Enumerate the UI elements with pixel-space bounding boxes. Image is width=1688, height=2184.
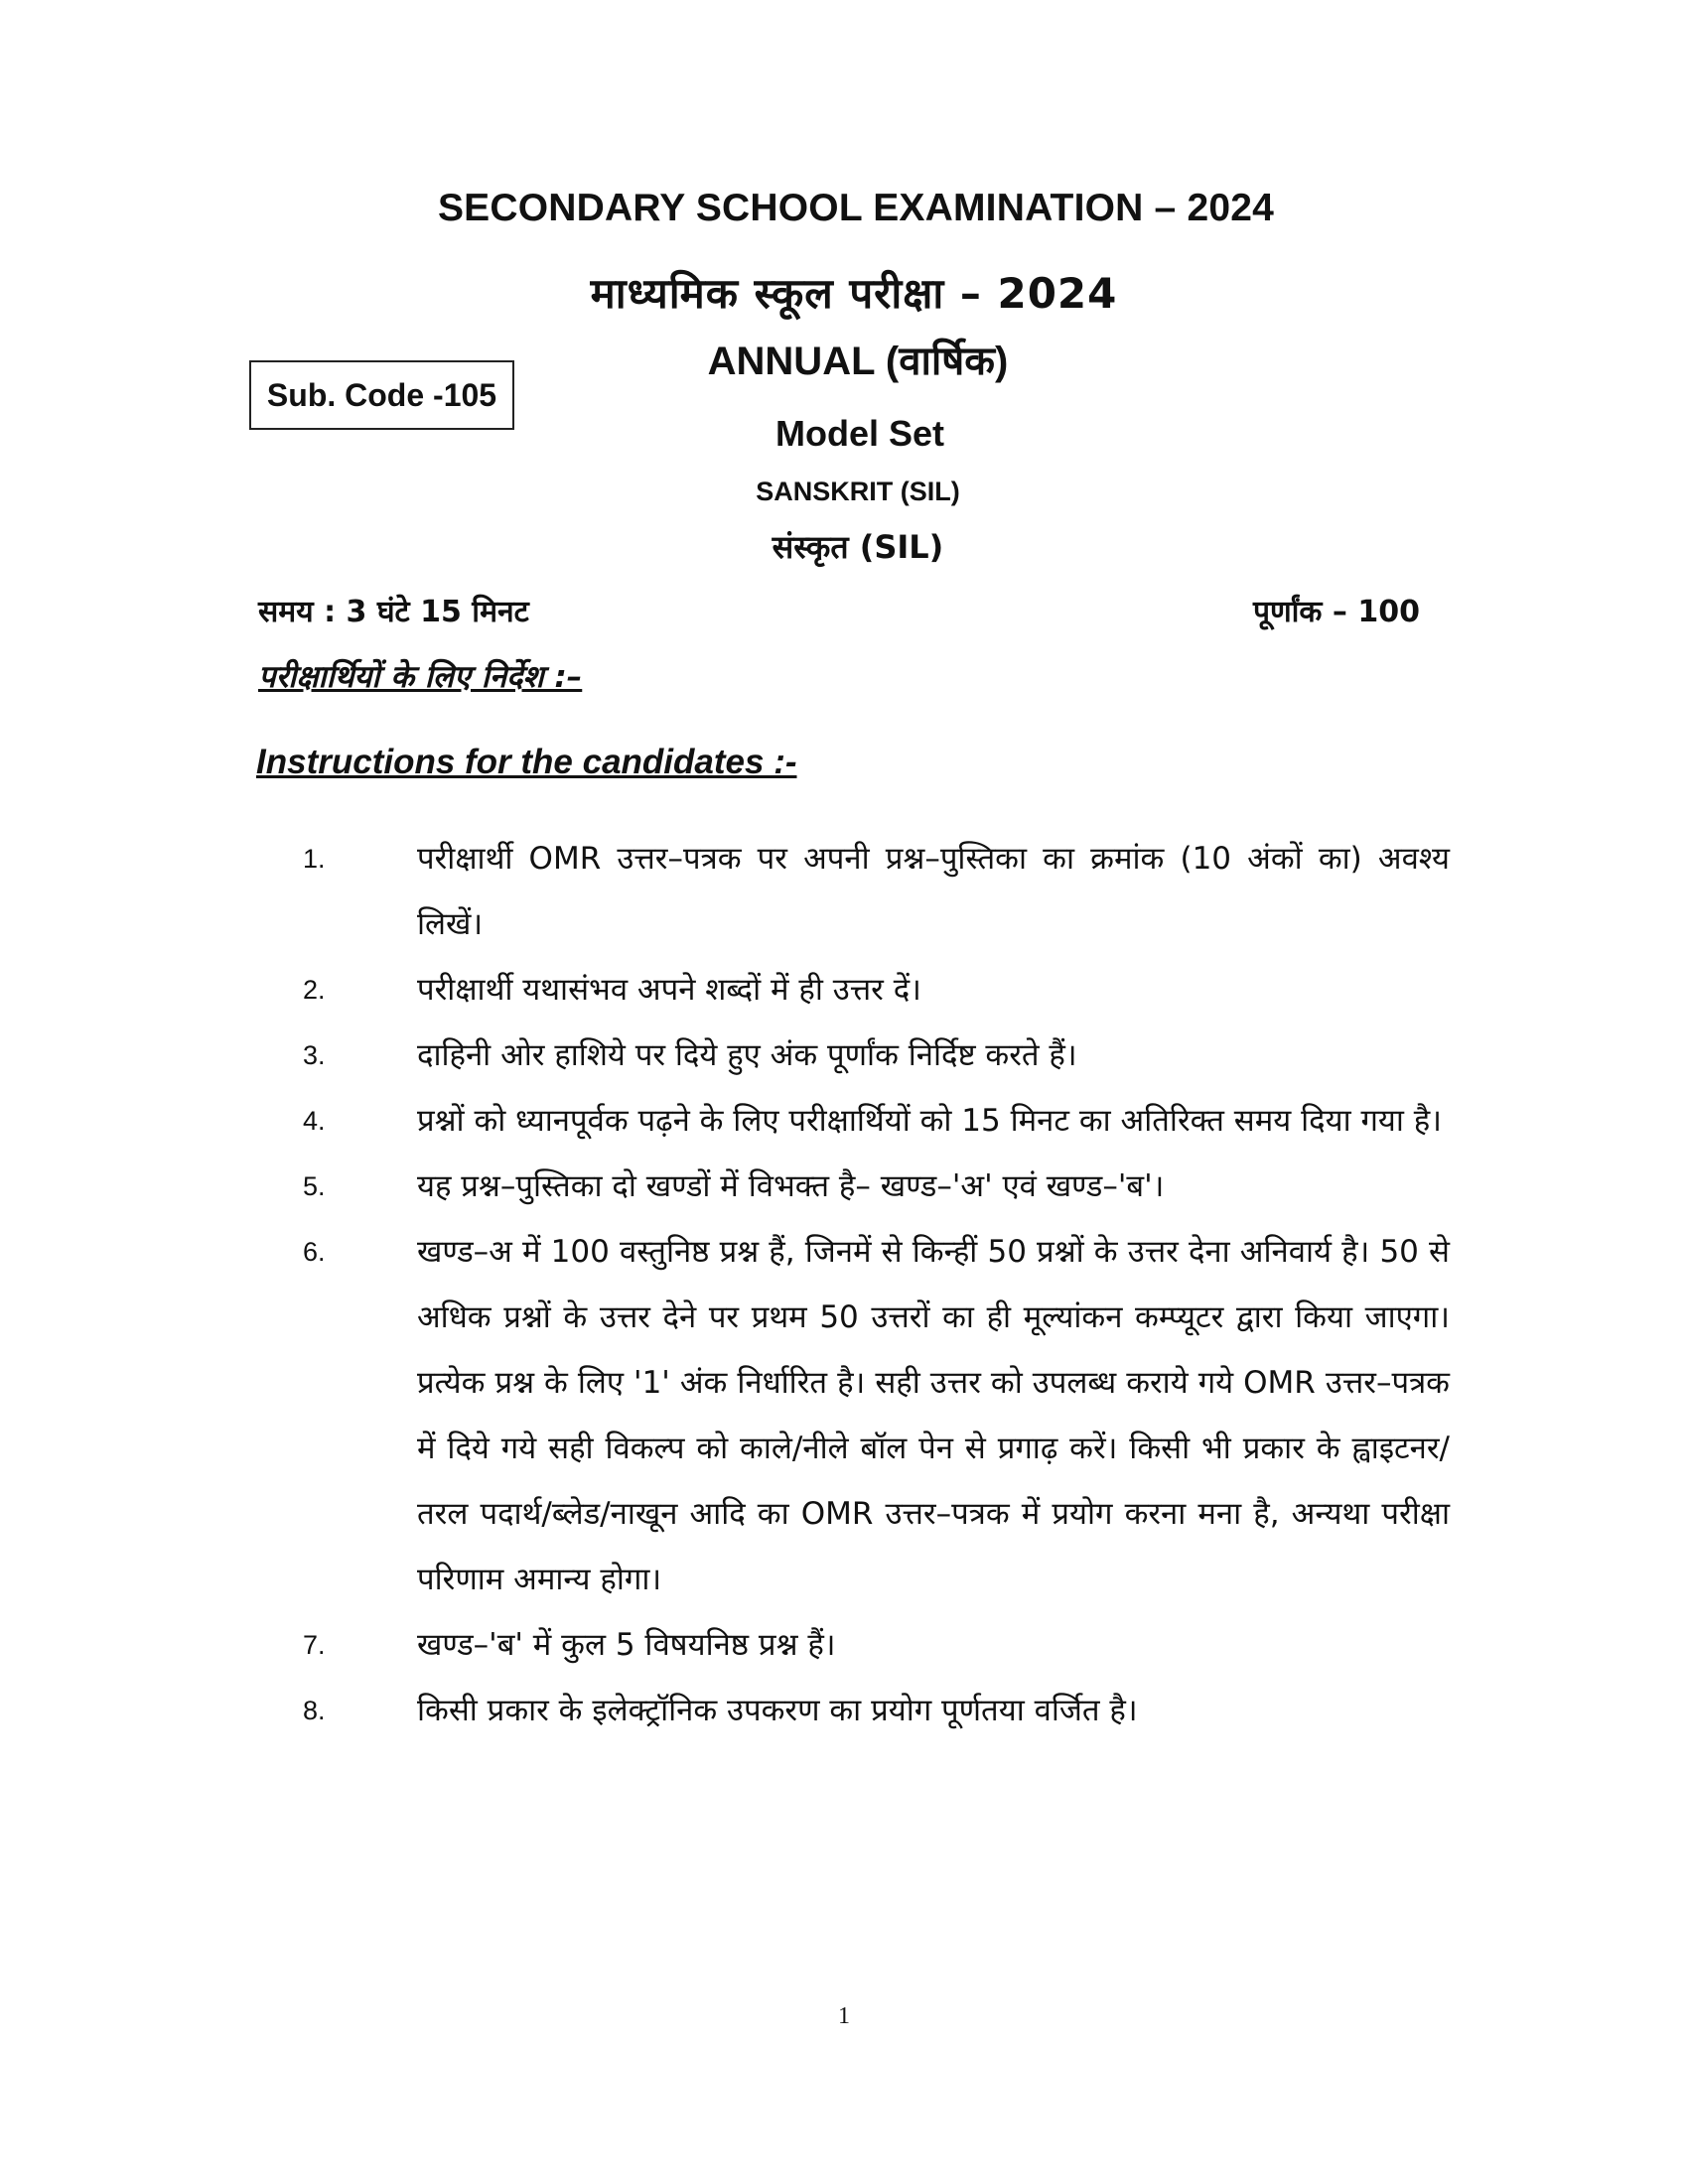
instruction-text: प्रश्नों को ध्यानपूर्वक पढ़ने के लिए परीक्षार्थियों को 15 मिनट का अतिरिक्त समय दिया गया है। (417, 1103, 1442, 1139)
exam-title-english: SECONDARY SCHOOL EXAMINATION – 2024 (437, 187, 1275, 229)
subject-hindi: संस्कृत (SIL) (772, 528, 944, 566)
instruction-item (0, 826, 1688, 957)
instruction-number: 4. (303, 1106, 326, 1136)
instructions-heading-english: Instructions for the candidates :- (256, 743, 797, 781)
instruction-text: परीक्षार्थी यथासंभव अपने शब्दों में ही उत्तर दें। (417, 972, 921, 1008)
instruction-number: 3. (303, 1040, 326, 1070)
instruction-text: किसी प्रकार के इलेक्ट्रॉनिक उपकरण का प्रयोग पूर्णतया वर्जित है। (417, 1693, 1138, 1728)
exam-type-label: ANNUAL (वार्षिक) (707, 340, 1009, 383)
exam-title-hindi: माध्यमिक स्कूल परीक्षा – 2024 (590, 269, 1118, 318)
instruction-text: खण्ड–अ में 100 वस्तुनिष्ठ प्रश्न हैं, जिनमें से किन्हीं 50 प्रश्नों के उत्तर देना अनिवार्य है। 50 से अधिक प्रश्नों के उत्तर देने पर प्रथम 50 उत्तरों का ही मूल्यांकन कम्प्यूटर द्वारा किया जाएगा। प्रत्येक प्रश्न के लिए '1' अंक निर्धारित है। सही उत्तर को उपलब्ध कराये गये OMR उत्तर–पत्रक में दिये गये सही विकल्प को काले/नीले बॉल पेन से प्रगाढ़ करें। किसी भी प्रकार के ह्वाइटनर/तरल पदार्थ/ब्लेड/नाखून आदि का OMR उत्तर–पत्रक में प्रयोग करना मना है, अन्यथा परीक्षा परिणाम अमान्य होगा। (417, 1234, 1450, 1597)
instruction-number: 6. (303, 1237, 326, 1267)
full-marks: पूर्णांक – 100 (1252, 595, 1420, 629)
model-set-label: Model Set (774, 413, 944, 454)
instruction-item (0, 1219, 1688, 1612)
instruction-text: यह प्रश्न–पुस्तिका दो खण्डों में विभक्त है– खण्ड–'अ' एवं खण्ड–'ब'। (417, 1168, 1165, 1204)
instruction-number: 8. (303, 1696, 326, 1725)
instruction-text: खण्ड–'ब' में कुल 5 विषयनिष्ठ प्रश्न हैं। (417, 1627, 836, 1663)
instruction-number: 1. (303, 844, 326, 874)
instruction-number: 2. (303, 975, 326, 1005)
page-number: 1 (838, 2003, 850, 2029)
instruction-text: परीक्षार्थी OMR उत्तर–पत्रक पर अपनी प्रश्न–पुस्तिका का क्रमांक (10 अंकों का) अवश्य लिखें। (417, 841, 1450, 942)
instruction-item (0, 1088, 1688, 1154)
subject-english: SANSKRIT (SIL) (756, 477, 960, 506)
instruction-number: 7. (303, 1630, 326, 1660)
instruction-item (0, 1612, 1688, 1678)
instruction-number: 5. (303, 1171, 326, 1201)
instructions-heading-hindi: परीक्षार्थियों के लिए निर्देश :– (258, 659, 583, 695)
instruction-item (0, 1154, 1688, 1219)
instruction-text: दाहिनी ओर हाशिये पर दिये हुए अंक पूर्णांक निर्दिष्ट करते हैं। (417, 1037, 1077, 1073)
exam-time: समय : 3 घंटे 15 मिनट (258, 595, 529, 629)
instruction-item (0, 1023, 1688, 1088)
instructions-list (0, 826, 1688, 1743)
instruction-item (0, 957, 1688, 1023)
subject-code-text: Sub. Code -105 (266, 376, 497, 413)
instruction-item (0, 1678, 1688, 1743)
